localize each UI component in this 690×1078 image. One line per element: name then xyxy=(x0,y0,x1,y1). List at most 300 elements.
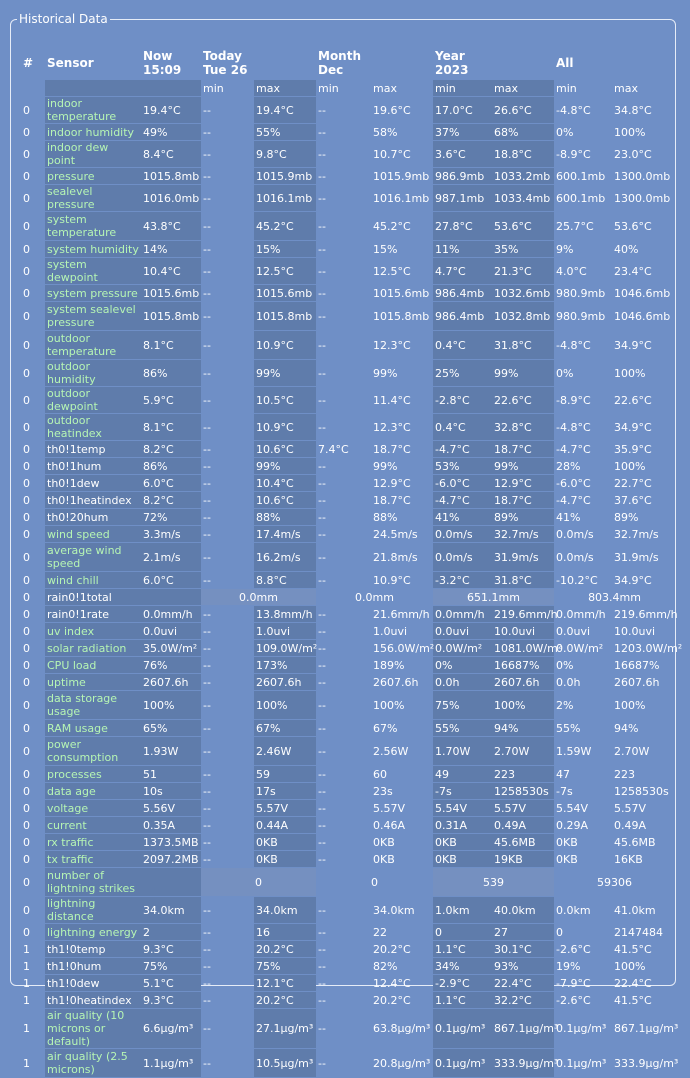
table-row xyxy=(21,975,675,991)
year-min: 1.0km xyxy=(433,897,492,923)
year-max: 21.3°C xyxy=(492,258,554,284)
table-row xyxy=(21,1009,675,1048)
all-min: 0.1µg/m³ xyxy=(556,1022,607,1035)
row-index: 0 xyxy=(23,550,30,564)
month-max: 99% xyxy=(373,366,398,380)
month-min: -- xyxy=(318,527,326,541)
today-max: 0.44A xyxy=(254,817,316,833)
today-max: 10.5µg/m³ xyxy=(254,1049,316,1077)
today-min: -- xyxy=(203,264,211,278)
year-min: 41% xyxy=(433,509,492,525)
today-min: -- xyxy=(203,1022,211,1035)
today-max: 13.8mm/h xyxy=(254,606,316,622)
year-max: 1258530s xyxy=(492,783,554,799)
all-max: 34.8°C xyxy=(614,103,652,117)
year-max: 1032.8mb xyxy=(492,302,554,330)
all-max: 89% xyxy=(614,510,639,524)
month-min: -- xyxy=(318,721,326,735)
today-min: -- xyxy=(203,641,211,655)
all-min-header: min xyxy=(556,81,577,95)
sensor-name: indoor dew point xyxy=(45,141,141,167)
all-min: 0.0uvi xyxy=(556,624,591,638)
month-min: -- xyxy=(318,338,326,352)
table-row xyxy=(21,285,675,301)
all-max: 34.9°C xyxy=(614,573,652,587)
month-max: 1.0uvi xyxy=(373,624,408,638)
month-min: -- xyxy=(318,784,326,798)
today-max: 45.2°C xyxy=(254,212,316,240)
now-value: 5.9°C xyxy=(141,387,201,413)
today-max: 109.0W/m² xyxy=(256,641,318,655)
year-max: 10.0uvi xyxy=(492,623,554,639)
all-max: 333.9µg/m³ xyxy=(614,1056,679,1070)
year-max: 30.1°C xyxy=(492,941,554,957)
table-row xyxy=(21,941,675,957)
now-value: 5.56V xyxy=(141,800,201,816)
all-max: 5.57V xyxy=(614,801,647,815)
all-max: 100% xyxy=(614,459,646,473)
now-value: 34.0km xyxy=(141,897,201,923)
table-row xyxy=(21,492,675,508)
row-index: 0 xyxy=(23,903,30,917)
sensor-name: pressure xyxy=(45,168,141,184)
today-max: 10.5°C xyxy=(254,387,316,413)
today-max: 10.9°C xyxy=(254,414,316,440)
sensor-name: uptime xyxy=(45,674,141,690)
all-max: 2.70W xyxy=(614,744,650,758)
today-max: 10.4°C xyxy=(254,475,316,491)
now-value: 100% xyxy=(141,691,201,719)
today-max: 0KB xyxy=(254,851,316,867)
today-max: 12.1°C xyxy=(254,975,316,991)
row-index: 0 xyxy=(23,476,30,490)
month-min: -- xyxy=(318,852,326,866)
row-index: 0 xyxy=(23,219,30,233)
now-value: 8.1°C xyxy=(141,331,201,359)
year-max: 867.1µg/m³ xyxy=(492,1009,554,1048)
all-max: 37.6°C xyxy=(614,493,652,507)
year-min: 3.6°C xyxy=(433,141,492,167)
all-min: 5.54V xyxy=(556,801,589,815)
year-max: 1033.2mb xyxy=(492,168,554,184)
row-index: 0 xyxy=(23,767,30,781)
month-min: -- xyxy=(318,393,326,407)
sensor-spacer xyxy=(45,80,141,96)
today-max: 2607.6h xyxy=(254,674,316,690)
today-max: 59 xyxy=(254,766,316,782)
sensor-name: sealevel pressure xyxy=(45,185,141,211)
today-min: -- xyxy=(203,624,211,638)
month-min: -- xyxy=(318,459,326,473)
now-value: 9.3°C xyxy=(141,941,201,957)
now-value: 1016.0mb xyxy=(141,185,201,211)
month-max: 12.4°C xyxy=(373,976,411,990)
all-min: 47 xyxy=(556,767,571,781)
month-min: -- xyxy=(318,169,326,183)
today-max: 17s xyxy=(254,783,316,799)
today-max: 75% xyxy=(254,958,316,974)
sensor-name: processes xyxy=(45,766,141,782)
year-min: 0.0m/s xyxy=(433,526,492,542)
sensor-name: outdoor humidity xyxy=(45,360,141,386)
today-max: 1015.8mb xyxy=(254,302,316,330)
row-index: 1 xyxy=(23,1056,30,1070)
all-min: -8.9°C xyxy=(556,393,591,407)
sensor-name: th0!1dew xyxy=(45,475,141,491)
all-max: 0.49A xyxy=(614,818,647,832)
month-min: -- xyxy=(318,309,326,323)
now-value: 1015.8mb xyxy=(141,302,201,330)
today-min: -- xyxy=(203,607,211,621)
month-min: -- xyxy=(318,641,326,655)
sensor-name: th1!0dew xyxy=(45,975,141,991)
today-min: -- xyxy=(203,366,211,380)
month-max: 0.46A xyxy=(373,818,406,832)
month-max: 0KB xyxy=(373,835,395,849)
month-max: 67% xyxy=(373,721,398,735)
month-min: -- xyxy=(318,675,326,689)
year-min: 0.0m/s xyxy=(433,543,492,571)
now-value: 43.8°C xyxy=(141,212,201,240)
all-min: 1.59W xyxy=(556,744,592,758)
now-value: 72% xyxy=(141,509,201,525)
year-min: 75% xyxy=(433,691,492,719)
row-index: 0 xyxy=(23,169,30,183)
all-min: 2% xyxy=(556,698,574,712)
month-max: 10.7°C xyxy=(373,147,411,161)
year-min: -3.2°C xyxy=(433,572,492,588)
month-max: 1015.6mb xyxy=(373,286,430,300)
col-header-now: Now 15:09 xyxy=(143,49,182,77)
year-min: 0 xyxy=(433,924,492,940)
year-max: 219.6mm/h xyxy=(494,607,558,621)
all-min: -8.9°C xyxy=(556,147,591,161)
all-max: 23.4°C xyxy=(614,264,652,278)
year-min: 987.1mb xyxy=(433,185,492,211)
row-index: 0 xyxy=(23,286,30,300)
sensor-name: lightning energy xyxy=(45,924,141,940)
today-min: -- xyxy=(203,550,211,564)
month-max: 60 xyxy=(373,767,387,781)
year-max: 22.4°C xyxy=(492,975,554,991)
all-min: -2.6°C xyxy=(556,993,591,1007)
row-index: 0 xyxy=(23,309,30,323)
year-min: -7s xyxy=(433,783,492,799)
row-index: 0 xyxy=(23,835,30,849)
now-value: 86% xyxy=(141,360,201,386)
today-value: 0 xyxy=(201,868,316,896)
all-max: 100% xyxy=(614,698,646,712)
all-min: -4.8°C xyxy=(556,103,591,117)
today-min: -- xyxy=(203,493,211,507)
month-min: -- xyxy=(318,1056,326,1070)
sensor-name: outdoor temperature xyxy=(45,331,141,359)
sensor-name: lightning distance xyxy=(45,897,141,923)
today-min: -- xyxy=(203,527,211,541)
table-row xyxy=(21,691,675,719)
now-value: 2097.2MB xyxy=(141,851,201,867)
month-min: -- xyxy=(318,993,326,1007)
today-min: -- xyxy=(203,818,211,832)
all-min: -4.8°C xyxy=(556,420,591,434)
all-max: 22.7°C xyxy=(614,476,652,490)
now-value: 8.4°C xyxy=(141,141,201,167)
table-row xyxy=(21,543,675,571)
table-row xyxy=(21,141,675,167)
all-max: 100% xyxy=(614,366,646,380)
year-max: 32.8°C xyxy=(492,414,554,440)
year-max: 32.2°C xyxy=(492,992,554,1008)
sensor-name: power consumption xyxy=(45,737,141,765)
year-min: -4.7°C xyxy=(433,441,492,457)
today-max: 88% xyxy=(254,509,316,525)
today-min: -- xyxy=(203,976,211,990)
all-max: 35.9°C xyxy=(614,442,652,456)
all-max: 41.5°C xyxy=(614,993,652,1007)
now-value: 19.4°C xyxy=(141,97,201,123)
sensor-name: th1!0temp xyxy=(45,941,141,957)
month-min: -- xyxy=(318,767,326,781)
table-row xyxy=(21,387,675,413)
now-value: 9.3°C xyxy=(141,992,201,1008)
all-min: 0.0mm/h xyxy=(556,607,606,621)
today-min: -- xyxy=(203,242,211,256)
all-min: 9% xyxy=(556,242,574,256)
year-min: 1.70W xyxy=(433,737,492,765)
month-min: -- xyxy=(318,744,326,758)
all-min: -6.0°C xyxy=(556,476,591,490)
year-min: -2.9°C xyxy=(433,975,492,991)
year-max: 19KB xyxy=(492,851,554,867)
now-value: 86% xyxy=(141,458,201,474)
year-max: 0.49A xyxy=(492,817,554,833)
sensor-name: average wind speed xyxy=(45,543,141,571)
all-min: -4.8°C xyxy=(556,338,591,352)
sensor-name: th1!0hum xyxy=(45,958,141,974)
month-min: -- xyxy=(318,942,326,956)
sensor-name: system pressure xyxy=(45,285,141,301)
month-min: -- xyxy=(318,959,326,973)
year-max: 26.6°C xyxy=(492,97,554,123)
year-value: 651.1mm xyxy=(433,589,554,605)
col-header-today: Today Tue 26 xyxy=(203,49,248,77)
now-value: 3.3m/s xyxy=(141,526,201,542)
all-min: -7.9°C xyxy=(556,976,591,990)
today-min: -- xyxy=(203,744,211,758)
month-min: -- xyxy=(318,698,326,712)
all-max: 223 xyxy=(614,767,636,781)
sensor-name: RAM usage xyxy=(45,720,141,736)
row-index: 1 xyxy=(23,1022,30,1035)
month-max: 20.8µg/m³ xyxy=(373,1056,431,1070)
year-max: 1033.4mb xyxy=(492,185,554,211)
year-max: 5.57V xyxy=(492,800,554,816)
all-min: 0% xyxy=(556,366,574,380)
sensor-name: current xyxy=(45,817,141,833)
now-value: 1.1µg/m³ xyxy=(141,1049,201,1077)
year-max-header: max xyxy=(492,80,554,96)
month-max: 20.2°C xyxy=(373,993,411,1007)
all-min: 25.7°C xyxy=(556,219,594,233)
month-min: -- xyxy=(318,286,326,300)
table-row xyxy=(21,868,675,896)
month-max: 24.5m/s xyxy=(373,527,418,541)
month-max: 156.0W/m² xyxy=(373,641,435,655)
sensor-name: data storage usage xyxy=(45,691,141,719)
row-index: 0 xyxy=(23,527,30,541)
now-value: 6.0°C xyxy=(141,475,201,491)
row-index: 0 xyxy=(23,366,30,380)
all-max: 1046.6mb xyxy=(614,309,671,323)
now-value xyxy=(141,589,201,605)
all-max: 867.1µg/m³ xyxy=(614,1022,679,1035)
today-max: 20.2°C xyxy=(254,941,316,957)
year-max: 1032.6mb xyxy=(492,285,554,301)
sensor-name: system sealevel pressure xyxy=(45,302,141,330)
row-index: 0 xyxy=(23,459,30,473)
all-min: 55% xyxy=(556,721,581,735)
all-max: 100% xyxy=(614,125,646,139)
all-max: 22.4°C xyxy=(614,976,652,990)
sensor-name: indoor temperature xyxy=(45,97,141,123)
month-max: 18.7°C xyxy=(373,442,411,456)
today-min: -- xyxy=(203,219,211,233)
year-max: 1081.0W/m² xyxy=(494,641,563,655)
sensor-name: number of lightning strikes xyxy=(45,868,141,896)
today-min: -- xyxy=(203,459,211,473)
today-max: 34.0km xyxy=(254,897,316,923)
year-max: 40.0km xyxy=(492,897,554,923)
sensor-name: wind chill xyxy=(45,572,141,588)
today-max: 55% xyxy=(254,124,316,140)
year-min: 0.1µg/m³ xyxy=(433,1049,492,1077)
today-max: 1015.6mb xyxy=(254,285,316,301)
month-min: -- xyxy=(318,264,326,278)
sensor-name: air quality (2.5 microns) xyxy=(45,1049,141,1077)
table-row xyxy=(21,241,675,257)
year-max: 16687% xyxy=(492,657,554,673)
col-header-num: # xyxy=(23,56,34,70)
today-max: 1016.1mb xyxy=(254,185,316,211)
row-index: 0 xyxy=(23,818,30,832)
year-min: 5.54V xyxy=(433,800,492,816)
now-value: 1.93W xyxy=(141,737,201,765)
month-max: 12.3°C xyxy=(373,338,411,352)
row-index: 0 xyxy=(23,493,30,507)
all-min: 0.0h xyxy=(556,675,581,689)
all-min: 41% xyxy=(556,510,581,524)
sensor-name: solar radiation xyxy=(45,640,141,656)
today-min: -- xyxy=(203,286,211,300)
table-row xyxy=(21,414,675,440)
now-value: 1015.8mb xyxy=(143,169,200,183)
today-min: -- xyxy=(203,835,211,849)
table-row xyxy=(21,640,675,656)
year-max: 93% xyxy=(492,958,554,974)
all-min: 980.9mb xyxy=(556,309,606,323)
sensor-name: th0!1temp xyxy=(45,441,141,457)
sensor-name: wind speed xyxy=(45,526,141,542)
now-value: 5.1°C xyxy=(141,975,201,991)
month-min: -- xyxy=(318,925,326,939)
year-max: 2607.6h xyxy=(492,674,554,690)
month-min: -- xyxy=(318,658,326,672)
now-value: 0.35A xyxy=(141,817,201,833)
year-max: 27 xyxy=(492,924,554,940)
month-max: 10.9°C xyxy=(373,573,411,587)
today-max: 20.2°C xyxy=(254,992,316,1008)
row-index: 0 xyxy=(23,338,30,352)
table-row xyxy=(21,441,675,457)
year-min: 53% xyxy=(433,458,492,474)
today-max: 173% xyxy=(254,657,316,673)
month-max: 63.8µg/m³ xyxy=(373,1022,431,1035)
today-max: 10.6°C xyxy=(254,441,316,457)
table-row xyxy=(21,168,675,184)
today-min: -- xyxy=(203,338,211,352)
all-min: 600.1mb xyxy=(556,169,606,183)
month-max: 21.6mm/h xyxy=(373,607,430,621)
table-row xyxy=(21,475,675,491)
month-max: 189% xyxy=(373,658,405,672)
today-min: -- xyxy=(203,1056,211,1070)
year-max: 31.9m/s xyxy=(492,543,554,571)
year-max: 2.70W xyxy=(492,737,554,765)
all-value: 59306 xyxy=(597,875,633,889)
all-max-header: max xyxy=(614,81,638,95)
month-value: 0 xyxy=(371,875,378,889)
today-max: 27.1µg/m³ xyxy=(254,1009,316,1048)
month-max: 5.57V xyxy=(373,801,406,815)
all-max: 16687% xyxy=(614,658,660,672)
table-row xyxy=(21,302,675,330)
all-min: 0% xyxy=(556,658,574,672)
sensor-name: outdoor dewpoint xyxy=(45,387,141,413)
row-index: 0 xyxy=(23,852,30,866)
today-value: 0.0mm xyxy=(201,589,316,605)
row-index: 0 xyxy=(23,698,30,712)
table-row xyxy=(21,897,675,923)
now-value: 8.1°C xyxy=(141,414,201,440)
month-max: 99% xyxy=(373,459,398,473)
year-min: 986.4mb xyxy=(433,285,492,301)
month-value: 0.0mm xyxy=(355,590,394,604)
year-max: 22.6°C xyxy=(492,387,554,413)
row-index: 0 xyxy=(23,590,30,604)
year-min: 27.8°C xyxy=(433,212,492,240)
month-min: -- xyxy=(318,147,326,161)
month-min: -- xyxy=(318,242,326,256)
today-min: -- xyxy=(203,942,211,956)
table-row xyxy=(21,572,675,588)
history-table xyxy=(21,46,683,1078)
now-value: 1015.6mb xyxy=(143,286,200,300)
sensor-name: th0!1heatindex xyxy=(45,492,141,508)
today-min: -- xyxy=(203,698,211,712)
year-min: 17.0°C xyxy=(433,97,492,123)
year-max: 31.8°C xyxy=(492,331,554,359)
table-row xyxy=(21,766,675,782)
sensor-name: rain0!1total xyxy=(45,589,141,605)
sensor-name: rain0!1rate xyxy=(45,606,141,622)
month-max: 23s xyxy=(373,784,393,798)
table-row xyxy=(21,800,675,816)
table-row xyxy=(21,958,675,974)
now-value: 6.6µg/m³ xyxy=(141,1009,201,1048)
month-min: -- xyxy=(318,976,326,990)
month-max: 12.9°C xyxy=(373,476,411,490)
year-max: 68% xyxy=(492,124,554,140)
